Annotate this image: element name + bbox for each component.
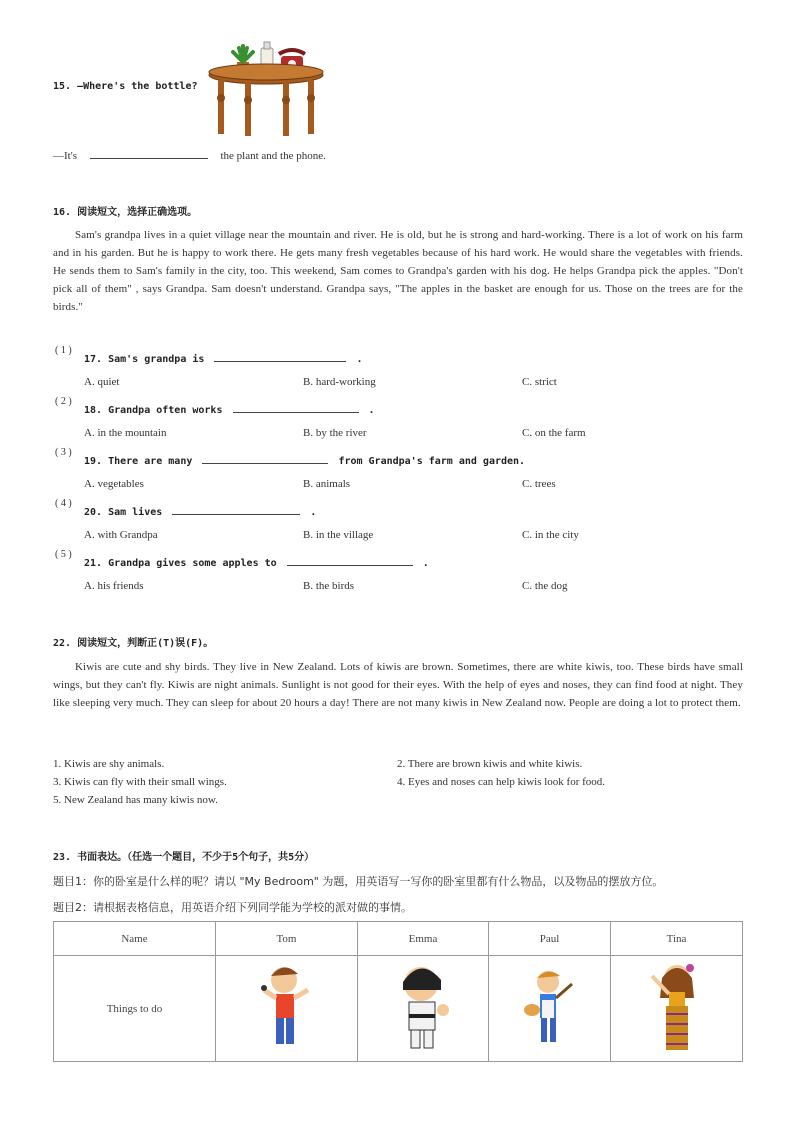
q16-item-5-option-c[interactable]: C. the dog xyxy=(522,580,568,592)
q16-item-5-option-a[interactable]: A. his friends xyxy=(84,580,144,592)
q16-item-2-num: ( 2 ) xyxy=(55,396,72,407)
q15-answer-line xyxy=(53,148,326,162)
q16-item-3-blank[interactable] xyxy=(202,453,328,464)
q22-statement-5: 5. New Zealand has many kiwis now. xyxy=(53,794,218,806)
q23-topic2: 题目2：请根据表格信息，用英语介绍下列同学能为学校的派对做的事情。 xyxy=(53,901,412,914)
emma-karate-image xyxy=(358,956,489,1062)
q23-table-row xyxy=(54,956,743,1062)
q23-table-header-row xyxy=(54,922,743,956)
q22-title: 22. 阅读短文，判断正(T)误(F)。 xyxy=(53,638,214,649)
q15-suffix: the plant and the phone. xyxy=(220,150,326,162)
q22-passage: Kiwis are cute and shy birds. They live in New Zealand. Lots of kiwis are brown. Sometimes, there are white kiwis, too. These birds have small wings, but they can't fly. Kiwis are night animals. Sunlight is not good for their eyes. With the help of eyes and noses, they can find food at night. They like sleeping very much. They can sleep for about 20 hours a day! There are not many kiwis in New Zealand now. People are doing a lot to protect them. xyxy=(53,661,743,709)
q22-statement-1: 1. Kiwis are shy animals. xyxy=(53,758,165,770)
tom-singing-image xyxy=(216,956,358,1062)
q15-blank[interactable] xyxy=(90,148,208,159)
q22-statement-2: 2. There are brown kiwis and white kiwis. xyxy=(397,758,583,770)
header-emma: Emma xyxy=(358,922,489,956)
q16-item-3-option-a[interactable]: A. vegetables xyxy=(84,478,144,490)
q16-passage: Sam's grandpa lives in a quiet village near the mountain and river. He is old, but he is strong and hard-working. There is a lot of work on his farm and in his garden. But he is happy to work there. He gets many fresh vegetables because of his hard work. He would share the vegetables with friends. He sends them to Sam's family in the city, too. This weekend, Sam comes to Grandpa's garden with his dog. He helps Grandpa pick the apples. "Don't pick all of them" , says Grandpa. Sam doesn't understand. Grandpa says, "The apples in the basket are enough for us. Those on the trees are for the birds." xyxy=(53,229,743,313)
q23-title: 23. 书面表达。（任选一个题目，不少于5个句子，共5分） xyxy=(53,852,315,863)
q16-item-1-stem: 17. Sam's grandpa is . xyxy=(84,351,363,365)
q16-item-1-option-a[interactable]: A. quiet xyxy=(84,376,120,388)
q16-item-2-option-a[interactable]: A. in the mountain xyxy=(84,427,167,439)
q16-item-4-option-b[interactable]: B. in the village xyxy=(303,529,374,541)
q22-statement-3: 3. Kiwis can fly with their small wings. xyxy=(53,776,227,788)
q23-table xyxy=(53,921,743,1062)
q16-item-2-blank[interactable] xyxy=(233,402,359,413)
q16-item-1-num: ( 1 ) xyxy=(55,345,72,356)
header-paul: Paul xyxy=(489,922,611,956)
q16-item-3-option-b[interactable]: B. animals xyxy=(303,478,351,490)
q16-item-1-option-c[interactable]: C. strict xyxy=(522,376,557,388)
q16-item-1-blank[interactable] xyxy=(214,351,346,362)
q16-item-2-option-c[interactable]: C. on the farm xyxy=(522,427,586,439)
q16-item-5-num: ( 5 ) xyxy=(55,549,72,560)
q15-prefix: —It's xyxy=(53,150,77,162)
q16-item-4-stem: 20. Sam lives . xyxy=(84,504,316,518)
q16-item-5-blank[interactable] xyxy=(287,555,413,566)
q16-item-3-stem: 19. There are many from Grandpa's farm and garden. xyxy=(84,453,525,467)
header-tom: Tom xyxy=(216,922,358,956)
q16-item-2-stem: 18. Grandpa often works . xyxy=(84,402,375,416)
q16-item-4-num: ( 4 ) xyxy=(55,498,72,509)
row-label-things-to-do: Things to do xyxy=(54,956,216,1062)
q22-statement-4: 4. Eyes and noses can help kiwis look for food. xyxy=(397,776,606,788)
paul-painting-image xyxy=(489,956,611,1062)
q16-title: 16. 阅读短文，选择正确选项。 xyxy=(53,207,198,218)
header-name: Name xyxy=(54,922,216,956)
q16-item-2-option-b[interactable]: B. by the river xyxy=(303,427,367,439)
q15-question: 15. —Where's the bottle? xyxy=(53,81,198,92)
q16-item-3-option-c[interactable]: C. trees xyxy=(522,478,556,490)
q16-item-5-stem: 21. Grandpa gives some apples to . xyxy=(84,555,429,569)
table-illustration xyxy=(205,38,327,138)
q23-topic1: 题目1：你的卧室是什么样的呢？请以 "My Bedroom" 为题，用英语写一写你的卧室里都有什么物品，以及物品的摆放方位。 xyxy=(53,875,664,888)
q16-item-1-option-b[interactable]: B. hard-working xyxy=(303,376,376,388)
q16-item-5-option-b[interactable]: B. the birds xyxy=(303,580,355,592)
q16-item-4-option-c[interactable]: C. in the city xyxy=(522,529,579,541)
header-tina: Tina xyxy=(611,922,743,956)
q16-item-4-option-a[interactable]: A. with Grandpa xyxy=(84,529,158,541)
q16-item-3-num: ( 3 ) xyxy=(55,447,72,458)
q16-item-4-blank[interactable] xyxy=(172,504,300,515)
tina-dancing-image xyxy=(611,956,743,1062)
